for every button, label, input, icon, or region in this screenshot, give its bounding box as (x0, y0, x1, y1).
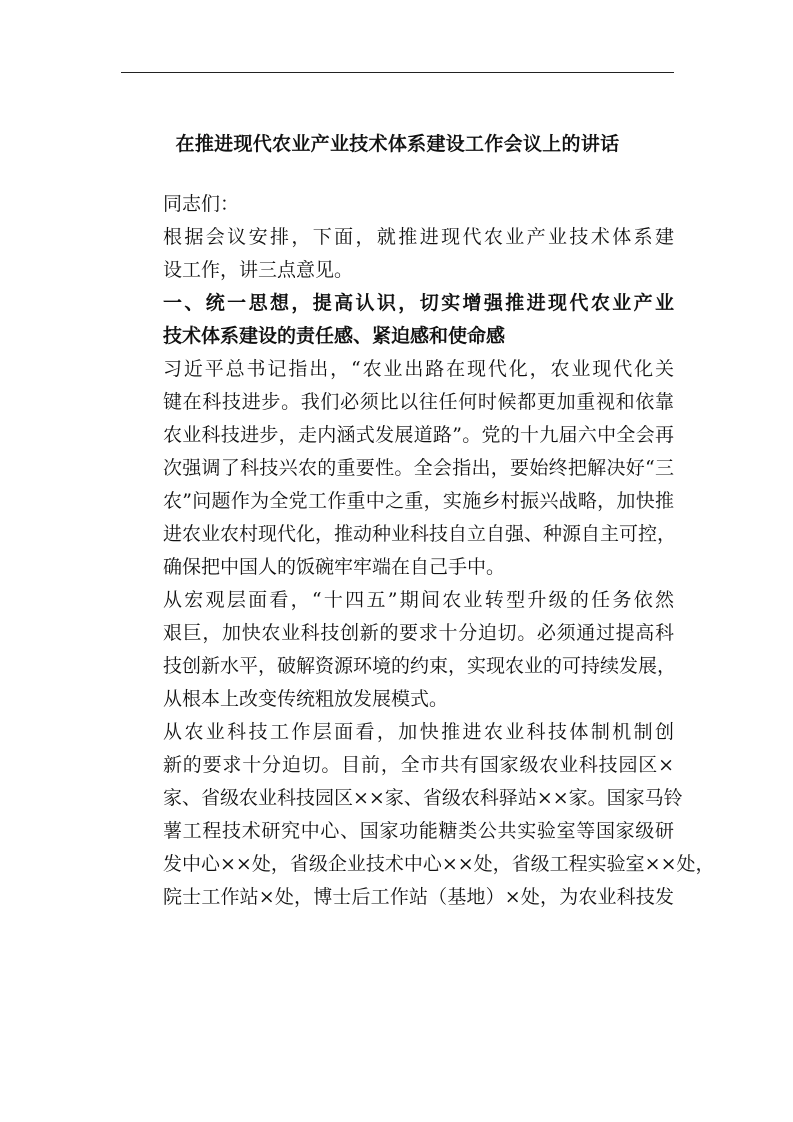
header-rule (121, 72, 674, 73)
heading-line: 一、统一思想，提高认识，切实增强推进现代农业产业 (163, 292, 674, 314)
document-body (121, 188, 715, 914)
paragraph-line: 键在科技进步。我们必须比以往任何时候都更加重视和依靠 (163, 391, 674, 413)
greeting-line: 同志们： (163, 193, 240, 215)
document-title: 在推进现代农业产业技术体系建设工作会议上的讲话 (175, 133, 620, 155)
paragraph-line: 艰巨，加快农业科技创新的要求十分迫切。必须通过提高科 (163, 622, 674, 644)
paragraph-line: 进农业农村现代化，推动种业科技自立自强、种源自主可控， (163, 523, 677, 545)
intro-paragraph (121, 221, 674, 287)
paragraph-line: 家、省级农业科技园区××家、省级农科驿站××家。国家马铃 (163, 787, 683, 809)
paragraph-line: 确保把中国人的饭碗牢牢端在自己手中。 (163, 556, 506, 578)
paragraph-line: 新的要求十分迫切。目前，全市共有国家级农业科技园区× (163, 754, 674, 776)
paragraph-1 (121, 353, 677, 584)
paragraph-line: 发中心××处，省级企业技术中心××处，省级工程实验室××处， (163, 853, 715, 875)
paragraph-2 (121, 584, 677, 716)
paragraph-line: 农”问题作为全党工作重中之重，实施乡村振兴战略，加快推 (163, 490, 674, 512)
intro-line: 根据会议安排，下面，就推进现代农业产业技术体系建 (163, 226, 674, 248)
paragraph-line: 院士工作站×处，博士后工作站（基地）×处，为农业科技发 (163, 886, 674, 908)
intro-line: 设工作，讲三点意见。 (163, 259, 354, 281)
paragraph-line: 农业科技进步，走内涵式发展道路”。党的十九届六中全会再 (163, 424, 674, 446)
paragraph-line: 技创新水平，破解资源环境的约束，实现农业的可持续发展， (163, 655, 677, 677)
paragraph-line: 次强调了科技兴农的重要性。全会指出，要始终把解决好“三 (163, 457, 674, 479)
heading-line: 技术体系建设的责任感、紧迫感和使命感 (163, 325, 506, 347)
paragraph-line: 从根本上改变传统粗放发展模式。 (163, 688, 449, 710)
paragraph-line: 从宏观层面看，“十四五”期间农业转型升级的任务依然 (163, 589, 674, 611)
paragraph-line: 薯工程技术研究中心、国家功能糖类公共实验室等国家级研 (163, 820, 674, 842)
paragraph-line: 习近平总书记指出，“农业出路在现代化，农业现代化关 (163, 358, 674, 380)
greeting (121, 188, 674, 221)
paragraph-3 (121, 716, 715, 914)
paragraph-line: 从农业科技工作层面看，加快推进农业科技体制机制创 (163, 721, 674, 743)
section-heading-1 (121, 287, 674, 353)
